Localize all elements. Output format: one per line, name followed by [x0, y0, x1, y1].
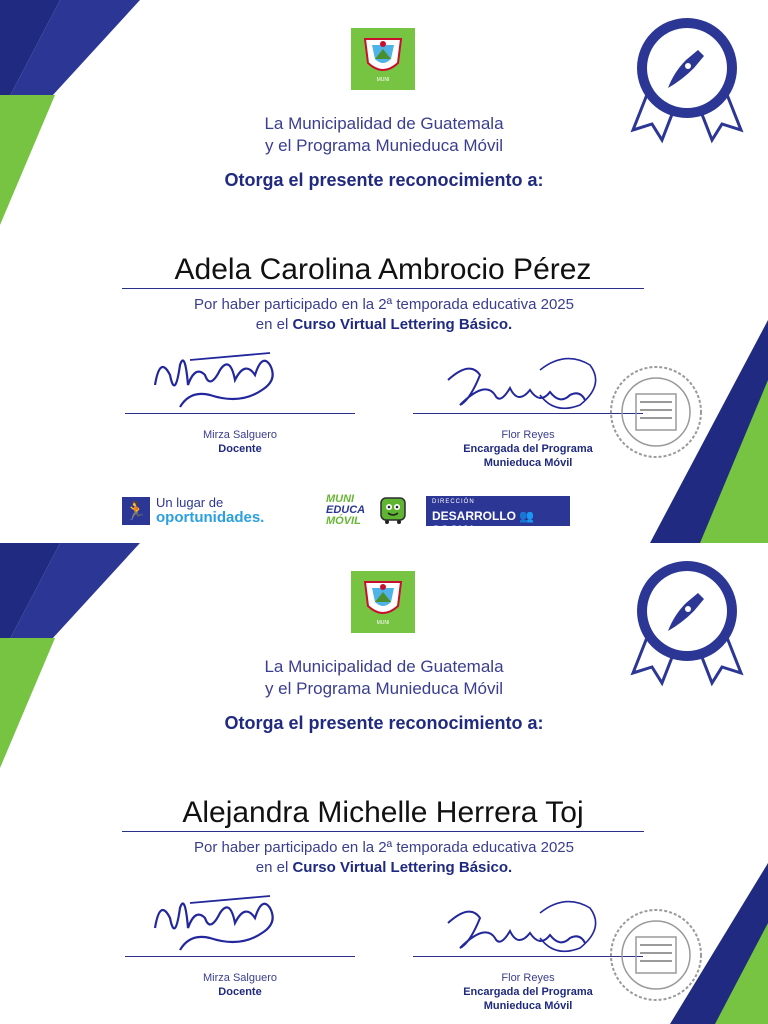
signer-2-name: Flor Reyes — [501, 429, 555, 441]
municipal-logo — [351, 571, 415, 633]
signature-1 — [150, 345, 290, 415]
bus-mascot-icon — [378, 495, 408, 525]
grant-text: Otorga el presente reconocimiento a: — [224, 713, 544, 733]
signer-1-role: Docente — [218, 443, 262, 455]
signer-2-name: Flor Reyes — [501, 972, 555, 984]
reason-line-1: Por haber participado en la 2ª temporada educativa 2025 — [194, 296, 574, 313]
signer-1 — [125, 428, 355, 456]
course-name: Curso Virtual Lettering Básico. — [292, 316, 513, 333]
person-running-icon: 🏃 — [122, 497, 150, 525]
issuer-line-2: y el Programa Munieduca Móvil — [264, 679, 504, 698]
signature-line-1 — [125, 413, 355, 414]
badge-stars: ★★★ — [676, 636, 698, 645]
issuer-line-1: La Municipalidad de Guatemala — [264, 114, 504, 133]
official-seal — [606, 364, 706, 460]
reason-prefix: en el — [255, 316, 289, 333]
certificate-2 — [0, 543, 768, 1024]
recipient-name: Alejandra Michelle Herrera Toj — [122, 796, 644, 832]
grant-text: Otorga el presente reconocimiento a: — [224, 170, 544, 190]
signature-2 — [440, 893, 610, 963]
signer-2-role-1: Encargada del Programa — [463, 986, 593, 998]
course-name: Curso Virtual Lettering Básico. — [292, 859, 513, 876]
signer-1-name: Mirza Salguero — [203, 429, 277, 441]
reason-line-1: Por haber participado en la 2ª temporada educativa 2025 — [194, 839, 574, 856]
badge-stars: ★★★ — [676, 93, 698, 102]
signer-1-name: Mirza Salguero — [203, 972, 277, 984]
official-seal — [606, 907, 706, 1003]
munieduca-logo: MUNI EDUCA MÓVIL — [326, 493, 366, 527]
reason-line-2 — [0, 859, 768, 876]
signature-line-1 — [125, 956, 355, 957]
reason-prefix: en el — [255, 859, 289, 876]
signer-1-role: Docente — [218, 986, 262, 998]
reason-line-2 — [0, 316, 768, 333]
signer-2-role-2: Munieduca Móvil — [483, 1000, 573, 1012]
signer-1 — [125, 971, 355, 999]
desarrollo-social-logo: DIRECCIÓN DESARROLLO 👥 SOCIAL — [426, 496, 570, 526]
signature-1 — [150, 888, 290, 958]
svg-text:MUNI: MUNI — [376, 77, 390, 83]
signer-2-role-1: Encargada del Programa — [463, 443, 593, 455]
signer-2-role-2: Munieduca Móvil — [483, 457, 573, 469]
footer-logos — [0, 493, 768, 537]
municipal-logo — [351, 28, 415, 90]
oportunidades-logo: 🏃 Un lugar de oportunidades. — [122, 496, 264, 526]
issuer-line-1: La Municipalidad de Guatemala — [264, 657, 504, 676]
signature-2 — [440, 350, 610, 420]
svg-text:MUNI: MUNI — [376, 620, 390, 626]
recipient-name: Adela Carolina Ambrocio Pérez — [122, 253, 644, 289]
issuer-line-2: y el Programa Munieduca Móvil — [264, 136, 504, 155]
